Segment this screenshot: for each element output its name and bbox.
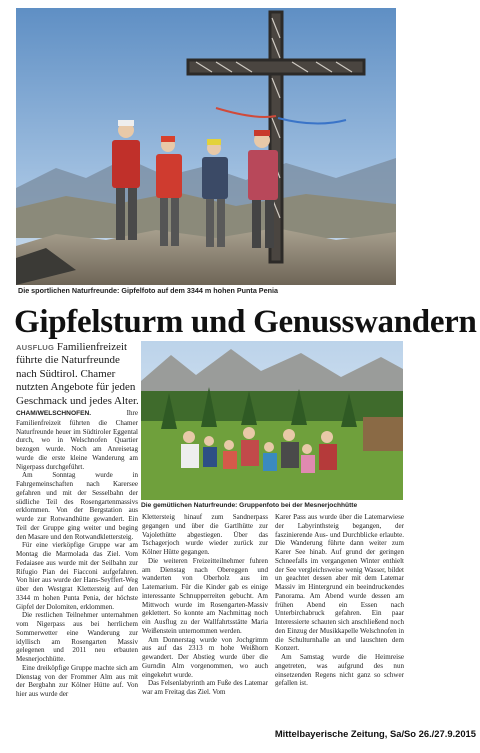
paragraph: Am Sonntag wurde in Fahrgemeinschaften nach Karersee gefahren und mit der Sesselbahn der südliche Teil des Rosengartenmassivs erklommen. Von der Bergstation aus wurde zur Rotwandhütte gewandert. Ein Teil der Gruppe ging weiter und beging den Masare und den Rotwandklettersteig. xyxy=(16,471,138,541)
paragraph: Am Samstag wurde die Heimreise angetreten, was aufgrund des nun einsetzenden Regens nicht ganz so schwer gefallen ist. xyxy=(275,653,404,688)
source-footer: Mittelbayerische Zeitung, Sa/So 26./27.9.2015 xyxy=(274,728,476,739)
paragraph: Für eine vierköpfige Gruppe war am Montag die Marmolada das Ziel. Vom Fedaiasee aus wurde mit der Seilbahn zur Rifugio Pian dei Fiacconi aufgefahren. Von hier aus wurde der Hans-Seyffert-Weg über den Westgrat Klettersteig auf den 3344 m hohen Punta Penia, der höchste Gipfel der Dolomiten, erklommen. xyxy=(16,541,138,611)
article-column-1 xyxy=(16,409,138,699)
article-intro xyxy=(16,341,139,408)
article-headline: Gipfelsturm und Genusswandern xyxy=(14,304,477,340)
paragraph: Das Felsenlabyrinth am Fuße des Latemar war am Freitag das Ziel. Vom xyxy=(142,679,268,696)
group-photo xyxy=(141,341,403,500)
photo-caption-group: Die gemütlichen Naturfreunde: Gruppenfoto bei der Mesnerjochhütte xyxy=(141,502,358,509)
paragraph: Eine dreiköpfige Gruppe machte sich am Dienstag von der Frommer Alm aus mit der Bergbahn zur Kölner Hütte auf. Von hier aus wurde der xyxy=(16,663,138,698)
article-column-3 xyxy=(275,513,404,688)
dateline: CHAM/WELSCHNOFEN. xyxy=(16,410,92,417)
kicker-label: AUSFLUG xyxy=(16,343,55,352)
paragraph: Karer Pass aus wurde über die Latemarwiese der Labyrinthsteig begangen, der faszinierende Aus- und Durchblicke erlaubte. Die Wanderung führte dann weiter zum Karer See hinab. Auf grund der geringen Schneefalls im vergangenen Winter enthielt der See vergleichsweise wenig Wasser, bildet un geachtet dessen aber mit dem Latemar Massiv im Hintergrund ein beeindruckendes Panorama. Am Abend wurde dessen am frühen Abend ein Essen nach Unterbirchabruck gefahren. Ein paar Interessierte schauten sich anschließend noch den Einzug der Musikkapelle Welschnofen in die Schulturnhalle an und lauschten dem Konzert. xyxy=(275,513,404,653)
intro-text: Familienfreizeit führte die Naturfreunde nach Südtirol. Chamer nutzten Angebote für jeden Geschmack und jedes Alter. xyxy=(16,341,139,407)
article-column-2 xyxy=(142,513,268,697)
paragraph: Klettersteig hinauf zum Sandnerpass gegangen und über die Gartlhütte zur Vajolethütte abgestiegen. Über das Tschagerjoch wurde wieder zurück zur Kölner Hütte gegangen. xyxy=(142,513,268,556)
summit-photo-illustration xyxy=(16,8,396,285)
summit-photo xyxy=(16,8,396,285)
group-photo-illustration xyxy=(141,341,403,500)
paragraph: Am Donnerstag wurde von Jochgrimm aus auf das 2313 m hohe Weißhorn gewandert. Der Abstieg wurde über die Gurndin Alm vorgenommen, wo auch eingekehrt wurde. xyxy=(142,635,268,679)
paragraph: Die weiteren Freizeitteilnehmer fuhren am Dienstag nach Obereggen und wanderten von Oberholz aus im Latemarium. Für die Kinder gab es einige interessante Schnupperreiten gebucht. Am Mittwoch wurde im Rosengarten-Massiv geklettert. So konnte am Nachmittag noch ein Ausflug zu der Wallfahrtsstätte Maria Weißenstein unternommen werden. xyxy=(142,556,268,635)
paragraph: CHAM/WELSCHNOFEN. Ihre Familienfreizeit führten die Chamer Naturfreunde heuer im Südtiroler Eggental durch, wo in Welschnofen Quartier bezogen wurde. Noch am Anreisetag wurde die erste kleine Wanderung am Nigerpass durchgeführt. xyxy=(16,409,138,471)
paragraph: Die restlichen Teilnehmer unternahmen vom Nigerpass aus bei herrlichem Sommerwetter eine Wanderung zur idyllisch am Rosengarten Massiv gelegenen und 2011 neu erbauten Mesnerjochhütte. xyxy=(16,611,138,663)
photo-caption-summit: Die sportlichen Naturfreunde: Gipfelfoto auf dem 3344 m hohen Punta Penia xyxy=(18,286,278,295)
